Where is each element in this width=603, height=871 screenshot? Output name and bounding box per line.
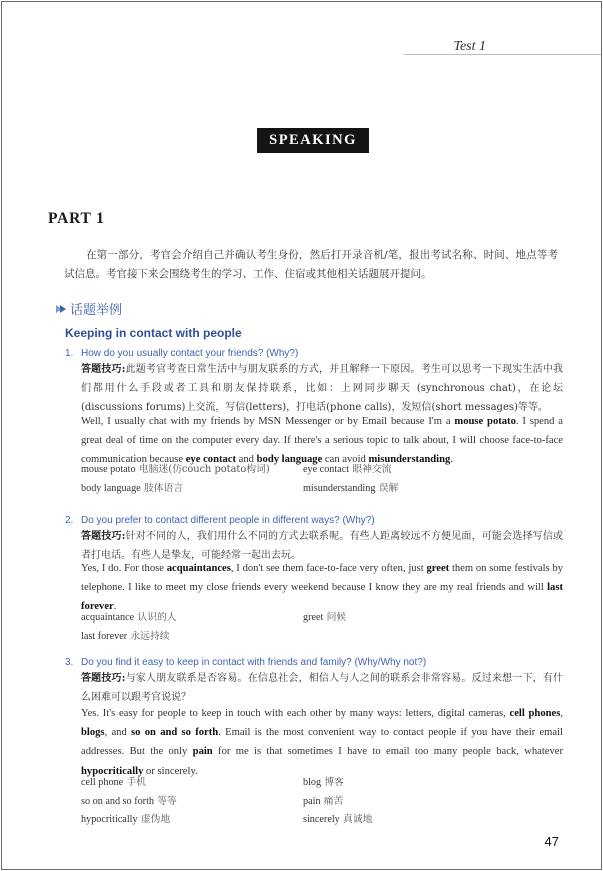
vocab-list-3 — [81, 774, 563, 830]
vocab-item: greet 问候 — [303, 612, 347, 623]
book-page — [1, 1, 602, 870]
answer-keyword: eye contact — [185, 454, 237, 466]
answer-text: can avoid — [322, 454, 369, 466]
question-number: 1. — [65, 348, 74, 359]
answer-text: , and — [104, 727, 132, 739]
answer-keyword: greet — [426, 563, 450, 574]
answer-keyword: hypocritically — [81, 765, 144, 777]
tip-text: 针对不同的人，我们用什么不同的方式去联系呢。有些人距离较远不方便见面，可能会选择写信或者打电话。有些人是挚友，可能经常一起出去玩。 — [81, 531, 563, 562]
answer-text: , I don't see them face-to-face very often, just — [230, 563, 427, 574]
topic-label-text: 话题举例 — [70, 303, 123, 318]
model-answer-3 — [81, 704, 563, 781]
answer-text: Yes, I do. For those — [81, 563, 167, 574]
tip-text: 与家人朋友联系是否容易。在信息社会，相信人与人之间的联系会非常容易。反过来想一下，有什么困难可以跟考官说说？ — [81, 673, 563, 704]
answer-text: Yes. It's easy for people to keep in touch with each other by many ways: letters, digital cameras, — [81, 708, 510, 719]
answer-keyword: cell phones — [509, 708, 561, 719]
answer-text: , — [560, 708, 563, 719]
answer-text: Well, I usually chat with my friends by MSN Messenger or by Email because I'm a — [81, 416, 455, 427]
answer-keyword: last forever — [81, 582, 563, 613]
vocab-list-2 — [81, 609, 563, 646]
question-2 — [65, 515, 375, 526]
tip-label: 答题技巧: — [81, 673, 126, 684]
vocab-item: hypocritically 虚伪地 — [81, 814, 171, 825]
section-banner: SPEAKING — [257, 128, 369, 153]
answer-keyword: body language — [256, 454, 323, 466]
vocab-item: mouse potato 电脑迷(仿couch potato构词) — [81, 464, 270, 475]
answer-keyword: pain — [192, 746, 213, 758]
question-1 — [65, 348, 298, 359]
question-number: 2. — [65, 515, 74, 526]
answer-keyword: acquaintances — [166, 563, 231, 574]
model-answer-2 — [81, 559, 563, 617]
vocab-item: last forever 永远持续 — [81, 630, 170, 642]
answer-tip-1 — [81, 360, 563, 418]
answer-text: them on some festivals by telephone. I like to meet my close friends every weekend because I know they are my real friends and will — [81, 563, 564, 594]
part-intro: 在第一部分，考官会介绍自己并确认考生身份，然后打开录音机/笔，报出考试名称、时间、地点等考试信息。考官接下来会围绕考生的学习、工作、住宿或其他相关话题展开提问。 — [64, 249, 558, 280]
answer-tip-3 — [81, 669, 563, 707]
vocab-item: pain 痛苦 — [303, 795, 344, 807]
running-head: Test 1 — [453, 39, 486, 54]
question-text: Do you find it easy to keep in contact with friends and family? (Why/Why not?) — [81, 657, 427, 668]
question-number: 3. — [65, 657, 74, 668]
vocab-item: misunderstanding 误解 — [303, 482, 399, 494]
page-number: 47 — [544, 834, 559, 849]
vocab-item: acquaintance 认识的人 — [81, 612, 177, 623]
topic-examples-label — [55, 299, 122, 318]
part-title: PART 1 — [48, 210, 105, 227]
question-text: Do you prefer to contact different people in different ways? (Why?) — [81, 515, 375, 526]
vocab-item: eye contact 眼神交流 — [303, 464, 392, 475]
tip-label: 答题技巧: — [81, 364, 126, 375]
vocab-item: so on and so forth 等等 — [81, 795, 177, 807]
question-3 — [65, 657, 426, 668]
arrow-bullet-icon — [55, 303, 67, 315]
answer-keyword: blogs — [81, 727, 105, 739]
vocab-item: sincerely 真诚地 — [303, 814, 373, 825]
answer-text: . — [113, 601, 117, 613]
answer-text: . Email is the most convenient way to contact people if you have their email addresses. But the only — [81, 727, 563, 758]
tip-label: 答题技巧: — [81, 531, 126, 542]
vocab-item: cell phone 手机 — [81, 777, 146, 788]
answer-keyword: misunderstanding — [368, 454, 451, 466]
header-rule — [404, 54, 601, 55]
vocab-item: body language 肢体语言 — [81, 482, 184, 494]
tip-text: 此题考官考查日常生活中与朋友联系的方式，并且解释一下原因。考生可以思考一下现实生活中我们都用什么手段或者工具和朋友保持联系，比如：上网同步聊天 (synchronous chat)，在论坛 (discussions forums)上交流，写信(letters)，打电话(phone calls)，发短信(short messages)等等。 — [81, 364, 563, 414]
answer-text: . — [450, 454, 453, 466]
vocab-item: blog 博客 — [303, 777, 344, 788]
answer-text: and — [236, 454, 257, 466]
answer-text: or sincerely. — [143, 765, 198, 777]
question-text: How do you usually contact your friends? (Why?) — [81, 348, 299, 359]
answer-text: for me is that sometimes I have to email too many people back, whatever — [212, 746, 564, 758]
topic-subhead: Keeping in contact with people — [65, 326, 242, 340]
answer-keyword: mouse potato — [454, 416, 516, 427]
vocab-list-1 — [81, 461, 563, 498]
answer-text: . I spend a great deal of time on the computer every day. If there's a serious topic to talk about, I will choose face-to-face communication because — [81, 416, 563, 466]
answer-keyword: so on and so forth — [131, 727, 219, 739]
